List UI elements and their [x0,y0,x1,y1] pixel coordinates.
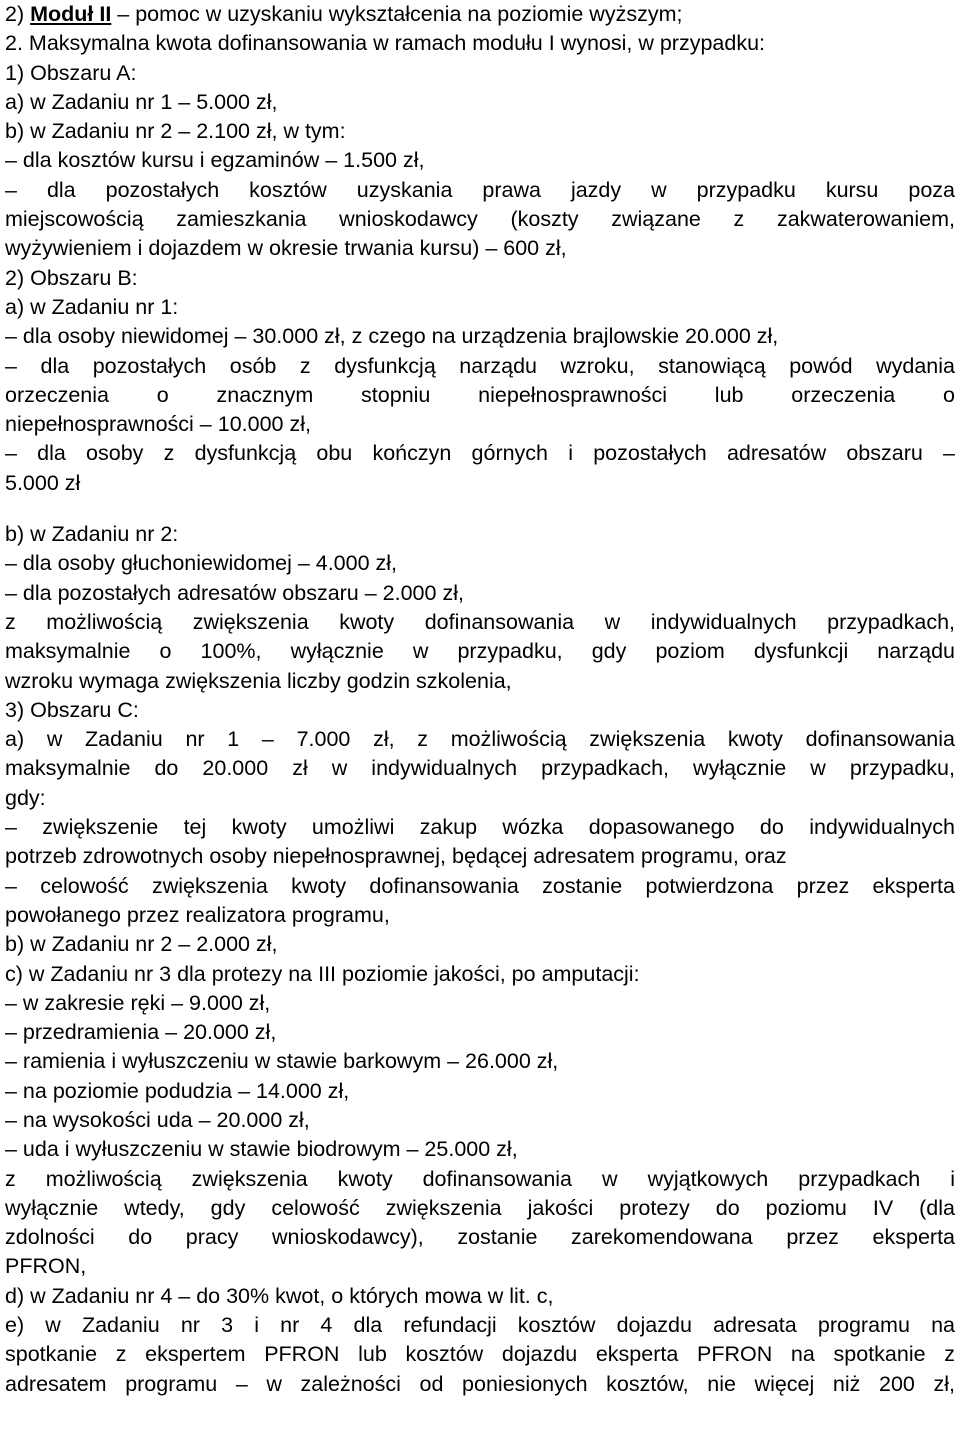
line-rest: – pomoc w uzyskaniu wykształcenia na poziomie wyższym; [111,2,683,26]
text-line: adresatem programu – w zależności od poniesionych kosztów, nie więcej niż 200 zł, [5,1371,955,1396]
text-line: potrzeb zdrowotnych osoby niepełnosprawnej, będącej adresatem programu, oraz [5,844,787,869]
text-line: a) w Zadaniu nr 1 – 7.000 zł, z możliwością zwiększenia kwoty dofinansowania [5,727,955,752]
text-line: – dla pozostałych adresatów obszaru – 2.000 zł, [5,580,464,605]
text-line: – na poziomie podudzia – 14.000 zł, [5,1078,350,1103]
line-prefix: 2) [5,2,31,26]
text-line: – celowość zwiększenia kwoty dofinansowania zostanie potwierdzona przez eksperta [5,873,955,898]
text-line: – w zakresie ręki – 9.000 zł, [5,990,271,1015]
text-line: niepełnosprawności – 10.000 zł, [5,412,311,437]
text-line: – dla kosztów kursu i egzaminów – 1.500 zł, [5,148,425,173]
text-line: e) w Zadaniu nr 3 i nr 4 dla refundacji kosztów dojazdu adresata programu na [5,1313,955,1338]
text-line [5,0,955,29]
text-line: c) w Zadaniu nr 3 dla protezy na III poziomie jakości, po amputacji: [5,961,640,986]
text-line: b) w Zadaniu nr 2 – 2.000 zł, [5,932,278,957]
text-line: – dla pozostałych osób z dysfunkcją narządu wzroku, stanowiącą powód wydania [5,353,955,378]
module-title: Moduł II [30,2,112,26]
text-line: – ramienia i wyłuszczeniu w stawie barkowym – 26.000 zł, [5,1049,559,1074]
text-line: a) w Zadaniu nr 1: [5,294,179,319]
text-line: powołanego przez realizatora programu, [5,902,390,927]
text-line: – dla osoby niewidomej – 30.000 zł, z czego na urządzenia brajlowskie 20.000 zł, [5,324,779,349]
text-line: – przedramienia – 20.000 zł, [5,1020,277,1045]
text-line: – na wysokości uda – 20.000 zł, [5,1107,310,1132]
text-line: b) w Zadaniu nr 2 – 2.100 zł, w tym: [5,119,346,144]
text-line: wyłącznie wtedy, gdy celowość zwiększenia jakości protezy do poziomu IV (dla [5,1195,955,1220]
text-line: – dla osoby głuchoniewidomej – 4.000 zł, [5,551,398,576]
text-line: miejscowością zamieszkania wnioskodawcy (koszty związane z zakwaterowaniem, [5,207,955,232]
text-line: orzeczenia o znacznym stopniu niepełnosprawności lub orzeczenia o [5,382,955,407]
text-line: 5.000 zł [5,470,81,495]
text-line: – dla osoby z dysfunkcją obu kończyn górnych i pozostałych adresatów obszaru – [5,441,955,466]
text-line: PFRON, [5,1254,87,1279]
text-line: – dla pozostałych kosztów uzyskania prawa jazdy w przypadku kursu poza [5,177,955,202]
text-line: a) w Zadaniu nr 1 – 5.000 zł, [5,89,278,114]
text-line: b) w Zadaniu nr 2: [5,522,179,547]
text-line: z możliwością zwiększenia kwoty dofinansowania w indywidualnych przypadkach, [5,609,955,634]
text-line: wyżywieniem i dojazdem w okresie trwania kursu) – 600 zł, [5,236,567,261]
text-line: z możliwością zwiększenia kwoty dofinansowania w wyjątkowych przypadkach i [5,1166,955,1191]
text-line: 2) Obszaru B: [5,265,138,290]
text-line: gdy: [5,785,46,810]
text-line: maksymalnie do 20.000 zł w indywidualnych przypadkach, wyłącznie w przypadku, [5,756,955,781]
text-line: 1) Obszaru A: [5,60,137,85]
text-line: zdolności do pracy wnioskodawcy), zostanie zarekomendowana przez eksperta [5,1225,955,1250]
text-line: spotkanie z ekspertem PFRON lub kosztów dojazdu eksperta PFRON na spotkanie z [5,1342,955,1367]
text-line: – uda i wyłuszczeniu w stawie biodrowym – 25.000 zł, [5,1137,518,1162]
text-line: 2. Maksymalna kwota dofinansowania w ramach modułu I wynosi, w przypadku: [5,31,766,56]
text-line: maksymalnie o 100%, wyłącznie w przypadku, gdy poziom dysfunkcji narządu [5,639,955,664]
text-line: 3) Obszaru C: [5,697,139,722]
text-line: wzroku wymaga zwiększenia liczby godzin szkolenia, [5,668,512,693]
text-line: – zwiększenie tej kwoty umożliwi zakup wózka dopasowanego do indywidualnych [5,815,955,840]
text-line: d) w Zadaniu nr 4 – do 30% kwot, o których mowa w lit. c, [5,1283,554,1308]
